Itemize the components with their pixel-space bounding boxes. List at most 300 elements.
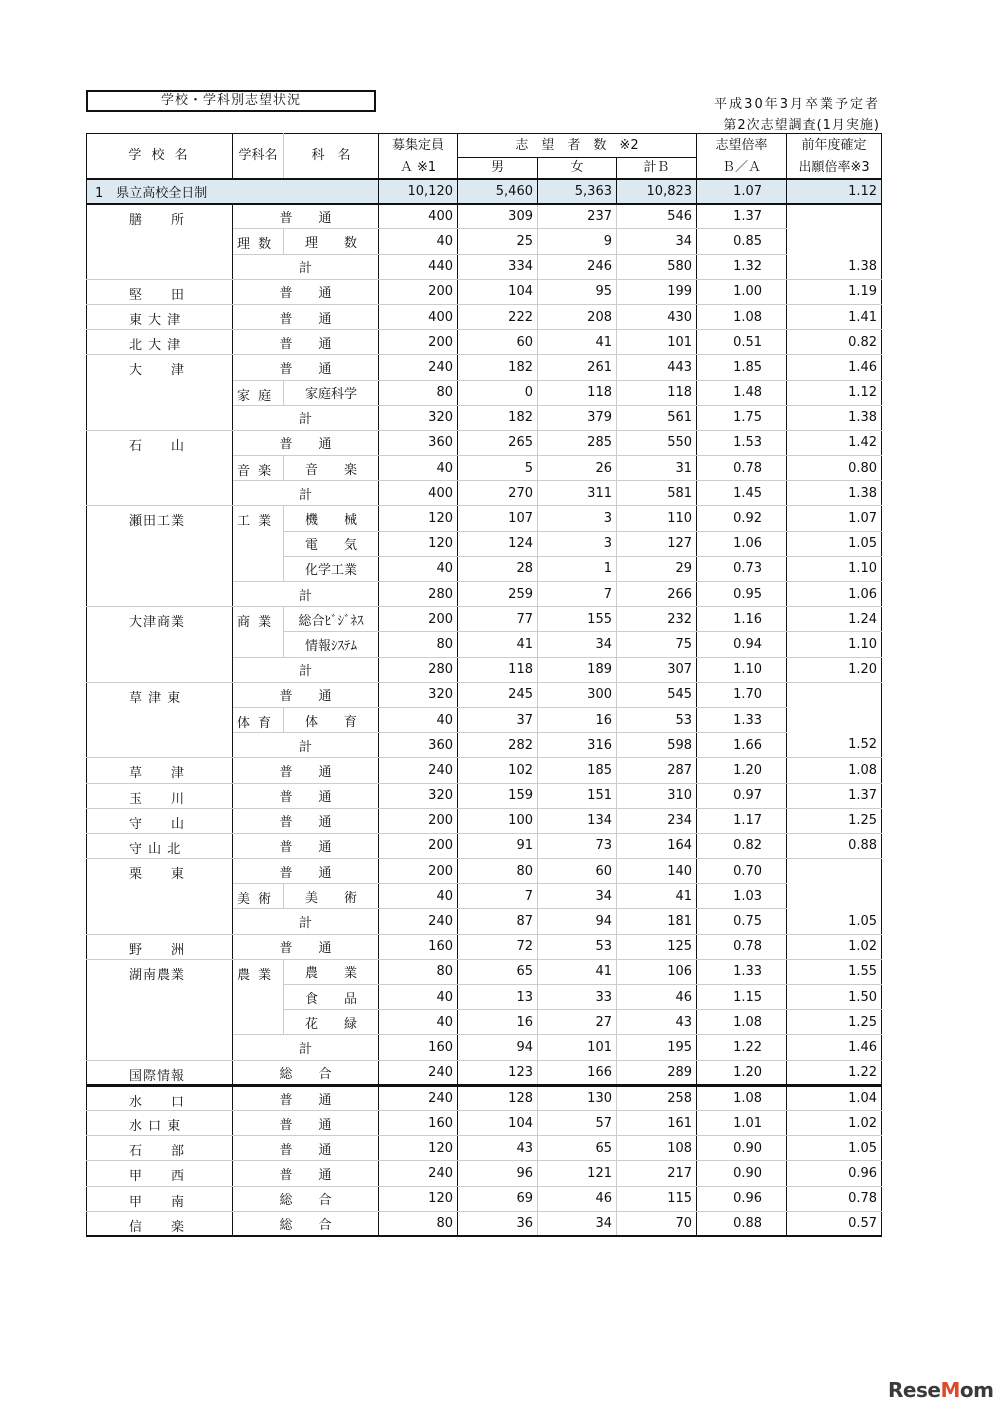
school-name: 大 津 <box>87 355 233 431</box>
cell-ratio: 1.20 <box>697 1060 787 1085</box>
subject-name: 音 楽 <box>284 456 379 481</box>
subject-name: 理 数 <box>284 229 379 254</box>
cell-prev: 1.10 <box>787 632 882 657</box>
cell-male: 36 <box>458 1211 538 1236</box>
table-row <box>87 783 882 808</box>
table-row <box>87 607 882 632</box>
cell-ratio: 1.15 <box>697 985 787 1010</box>
cell-female: 311 <box>538 481 617 506</box>
cell-male: 118 <box>458 657 538 682</box>
cell-ratio: 1.37 <box>697 204 787 229</box>
cell-total: 10,823 <box>617 179 697 204</box>
cell-total: 41 <box>617 884 697 909</box>
cell-female: 130 <box>538 1085 617 1110</box>
cell-ratio: 1.53 <box>697 430 787 455</box>
cell-prev <box>787 707 882 732</box>
table-row <box>87 304 882 329</box>
cell-ratio: 0.78 <box>697 456 787 481</box>
cell-total: 199 <box>617 279 697 304</box>
cell-capacity: 200 <box>379 279 458 304</box>
table-row <box>87 758 882 783</box>
cell-female: 3 <box>538 531 617 556</box>
school-name: 草 津 東 <box>87 682 233 758</box>
cell-male: 91 <box>458 833 538 858</box>
cell-female: 7 <box>538 582 617 607</box>
cell-prev: 1.38 <box>787 405 882 430</box>
cell-prev: 1.05 <box>787 1136 882 1161</box>
cell-prev: 1.46 <box>787 355 882 380</box>
cell-total: 101 <box>617 330 697 355</box>
cell-capacity: 160 <box>379 1035 458 1060</box>
subject-name: 普 通 <box>233 758 379 783</box>
dept-name: 体 育 <box>233 707 284 732</box>
cell-capacity: 240 <box>379 1060 458 1085</box>
cell-total: 34 <box>617 229 697 254</box>
cell-female: 101 <box>538 1035 617 1060</box>
school-name: 湖南農業 <box>87 959 233 1060</box>
cell-capacity: 240 <box>379 1085 458 1110</box>
header-total: 計Ｂ <box>617 158 697 179</box>
cell-total: 127 <box>617 531 697 556</box>
cell-ratio: 0.97 <box>697 783 787 808</box>
school-name: 大津商業 <box>87 607 233 683</box>
header-capacity-sub: Ａ ※1 <box>379 158 458 179</box>
cell-female: 316 <box>538 733 617 758</box>
cell-total: 108 <box>617 1136 697 1161</box>
cell-prev: 1.05 <box>787 909 882 934</box>
cell-ratio: 1.20 <box>697 758 787 783</box>
cell-ratio: 1.22 <box>697 1035 787 1060</box>
subtotal-label: 計 <box>233 733 379 758</box>
cell-total: 125 <box>617 934 697 959</box>
cell-prev: 1.10 <box>787 556 882 581</box>
cell-total: 232 <box>617 607 697 632</box>
cell-female: 65 <box>538 1136 617 1161</box>
subject-name: 普 通 <box>233 204 379 229</box>
cell-male: 87 <box>458 909 538 934</box>
cell-prev: 1.05 <box>787 531 882 556</box>
table-row <box>87 330 882 355</box>
cell-female: 379 <box>538 405 617 430</box>
cell-male: 77 <box>458 607 538 632</box>
cell-capacity: 120 <box>379 531 458 556</box>
cell-prev: 1.37 <box>787 783 882 808</box>
cell-total: 70 <box>617 1211 697 1236</box>
cell-ratio: 1.16 <box>697 607 787 632</box>
cell-female: 26 <box>538 456 617 481</box>
subtotal-label: 計 <box>233 1035 379 1060</box>
header-prev: 前年度確定 <box>787 134 882 158</box>
cell-total: 29 <box>617 556 697 581</box>
cell-female: 41 <box>538 959 617 984</box>
cell-capacity: 200 <box>379 808 458 833</box>
cell-female: 3 <box>538 506 617 531</box>
cell-male: 80 <box>458 859 538 884</box>
subject-name: 農 業 <box>284 959 379 984</box>
school-name: 石 山 <box>87 430 233 506</box>
cell-prev: 1.07 <box>787 506 882 531</box>
cell-total: 287 <box>617 758 697 783</box>
cell-ratio: 1.00 <box>697 279 787 304</box>
header-male: 男 <box>458 158 538 179</box>
cell-female: 5,363 <box>538 179 617 204</box>
cell-female: 27 <box>538 1010 617 1035</box>
cell-capacity: 200 <box>379 833 458 858</box>
cell-prev <box>787 859 882 884</box>
cell-female: 9 <box>538 229 617 254</box>
dept-name: 商 業 <box>233 607 284 657</box>
school-name: 堅 田 <box>87 279 233 304</box>
cell-prev: 0.88 <box>787 833 882 858</box>
cell-male: 16 <box>458 1010 538 1035</box>
subject-name: 普 通 <box>233 859 379 884</box>
dept-name: 農 業 <box>233 959 284 1035</box>
cell-ratio: 1.66 <box>697 733 787 758</box>
cell-prev: 0.57 <box>787 1211 882 1236</box>
cell-prev: 1.25 <box>787 808 882 833</box>
cell-capacity: 200 <box>379 330 458 355</box>
dept-name: 美 術 <box>233 884 284 909</box>
table-row <box>87 682 882 707</box>
subject-name: 普 通 <box>233 330 379 355</box>
cell-female: 33 <box>538 985 617 1010</box>
subject-name: 体 育 <box>284 707 379 732</box>
cell-capacity: 400 <box>379 204 458 229</box>
school-name: 国際情報 <box>87 1060 233 1085</box>
school-name: 野 洲 <box>87 934 233 959</box>
header-school: 学 校 名 <box>87 134 233 179</box>
subject-name: 総 合 <box>233 1186 379 1211</box>
school-name: 瀬田工業 <box>87 506 233 607</box>
summary-label: 1 県立高校全日制 <box>87 179 379 204</box>
cell-prev: 1.12 <box>787 179 882 204</box>
cell-capacity: 320 <box>379 405 458 430</box>
cell-prev: 1.41 <box>787 304 882 329</box>
cell-male: 107 <box>458 506 538 531</box>
cell-male: 128 <box>458 1085 538 1110</box>
cell-ratio: 1.70 <box>697 682 787 707</box>
cell-ratio: 1.17 <box>697 808 787 833</box>
subject-name: 普 通 <box>233 304 379 329</box>
cell-prev: 1.04 <box>787 1085 882 1110</box>
subject-name: 普 通 <box>233 1161 379 1186</box>
cell-female: 57 <box>538 1110 617 1135</box>
cell-ratio: 0.92 <box>697 506 787 531</box>
cell-total: 118 <box>617 380 697 405</box>
cell-female: 41 <box>538 330 617 355</box>
cell-capacity: 120 <box>379 506 458 531</box>
table-row <box>87 808 882 833</box>
cell-male: 13 <box>458 985 538 1010</box>
table-row <box>87 1136 882 1161</box>
subject-name: 普 通 <box>233 833 379 858</box>
cell-male: 43 <box>458 1136 538 1161</box>
dept-name: 音 楽 <box>233 456 284 481</box>
cell-capacity: 200 <box>379 607 458 632</box>
cell-male: 159 <box>458 783 538 808</box>
subject-name: 普 通 <box>233 1085 379 1110</box>
cell-total: 258 <box>617 1085 697 1110</box>
document-title: 学校・学科別志望状況 <box>86 90 376 112</box>
cell-capacity: 240 <box>379 355 458 380</box>
subtotal-label: 計 <box>233 405 379 430</box>
cell-prev: 1.42 <box>787 430 882 455</box>
subtotal-label: 計 <box>233 582 379 607</box>
cell-male: 222 <box>458 304 538 329</box>
cell-ratio: 1.07 <box>697 179 787 204</box>
cell-total: 545 <box>617 682 697 707</box>
cell-female: 185 <box>538 758 617 783</box>
cell-capacity: 360 <box>379 430 458 455</box>
cell-capacity: 320 <box>379 682 458 707</box>
school-name: 守 山 <box>87 808 233 833</box>
cell-total: 598 <box>617 733 697 758</box>
subject-name: 普 通 <box>233 1110 379 1135</box>
cell-male: 334 <box>458 254 538 279</box>
cell-capacity: 440 <box>379 254 458 279</box>
cell-ratio: 0.90 <box>697 1161 787 1186</box>
cell-total: 43 <box>617 1010 697 1035</box>
table-row <box>87 1060 882 1085</box>
cell-total: 266 <box>617 582 697 607</box>
cell-male: 72 <box>458 934 538 959</box>
cell-female: 118 <box>538 380 617 405</box>
subtotal-label: 計 <box>233 254 379 279</box>
cell-prev: 1.46 <box>787 1035 882 1060</box>
cell-total: 164 <box>617 833 697 858</box>
school-name: 水 口 <box>87 1085 233 1110</box>
cell-male: 5 <box>458 456 538 481</box>
cell-female: 189 <box>538 657 617 682</box>
cell-ratio: 1.45 <box>697 481 787 506</box>
cell-capacity: 200 <box>379 859 458 884</box>
cell-female: 1 <box>538 556 617 581</box>
cell-ratio: 1.03 <box>697 884 787 909</box>
cell-ratio: 1.33 <box>697 959 787 984</box>
subject-name: 総 合 <box>233 1060 379 1085</box>
cell-capacity: 80 <box>379 959 458 984</box>
cell-capacity: 280 <box>379 657 458 682</box>
cell-male: 28 <box>458 556 538 581</box>
cell-prev <box>787 204 882 229</box>
dept-name: 工 業 <box>233 506 284 582</box>
cell-total: 310 <box>617 783 697 808</box>
subject-name: 電 気 <box>284 531 379 556</box>
cell-female: 261 <box>538 355 617 380</box>
cell-female: 300 <box>538 682 617 707</box>
cell-total: 110 <box>617 506 697 531</box>
target-graduates: 平成30年3月卒業予定者 <box>714 97 880 112</box>
subtotal-label: 計 <box>233 481 379 506</box>
cell-female: 285 <box>538 430 617 455</box>
school-name: 甲 西 <box>87 1161 233 1186</box>
table-row <box>87 1161 882 1186</box>
cell-total: 307 <box>617 657 697 682</box>
cell-capacity: 240 <box>379 758 458 783</box>
cell-male: 309 <box>458 204 538 229</box>
cell-female: 34 <box>538 884 617 909</box>
cell-male: 0 <box>458 380 538 405</box>
cell-ratio: 1.06 <box>697 531 787 556</box>
school-name: 水 口 東 <box>87 1110 233 1135</box>
cell-prev: 1.52 <box>787 733 882 758</box>
table-row <box>87 934 882 959</box>
cell-male: 69 <box>458 1186 538 1211</box>
cell-prev: 1.22 <box>787 1060 882 1085</box>
cell-capacity: 40 <box>379 884 458 909</box>
subject-name: 機 械 <box>284 506 379 531</box>
dept-name: 家 庭 <box>233 380 284 405</box>
cell-total: 53 <box>617 707 697 732</box>
subtotal-label: 計 <box>233 657 379 682</box>
cell-capacity: 80 <box>379 380 458 405</box>
cell-prev <box>787 884 882 909</box>
table-row <box>87 355 882 380</box>
cell-female: 151 <box>538 783 617 808</box>
cell-male: 5,460 <box>458 179 538 204</box>
cell-capacity: 40 <box>379 707 458 732</box>
cell-total: 31 <box>617 456 697 481</box>
header-ratio-sub: Ｂ／Ａ <box>697 158 787 179</box>
table-row <box>87 430 882 455</box>
cell-prev: 1.24 <box>787 607 882 632</box>
cell-total: 106 <box>617 959 697 984</box>
cell-male: 37 <box>458 707 538 732</box>
cell-total: 195 <box>617 1035 697 1060</box>
table-row <box>87 833 882 858</box>
cell-capacity: 360 <box>379 733 458 758</box>
cell-ratio: 1.01 <box>697 1110 787 1135</box>
cell-prev: 1.06 <box>787 582 882 607</box>
cell-total: 289 <box>617 1060 697 1085</box>
header-subject: 科 名 <box>284 134 379 179</box>
header-dept: 学科名 <box>233 134 284 179</box>
cell-female: 166 <box>538 1060 617 1085</box>
cell-male: 25 <box>458 229 538 254</box>
cell-total: 546 <box>617 204 697 229</box>
subject-name: 食 品 <box>284 985 379 1010</box>
cell-total: 75 <box>617 632 697 657</box>
cell-male: 182 <box>458 405 538 430</box>
cell-female: 121 <box>538 1161 617 1186</box>
cell-male: 100 <box>458 808 538 833</box>
subject-name: 美 術 <box>284 884 379 909</box>
cell-prev: 0.82 <box>787 330 882 355</box>
cell-ratio: 0.94 <box>697 632 787 657</box>
school-name: 膳 所 <box>87 204 233 280</box>
cell-ratio: 1.85 <box>697 355 787 380</box>
cell-ratio: 1.75 <box>697 405 787 430</box>
cell-total: 430 <box>617 304 697 329</box>
school-name: 甲 南 <box>87 1186 233 1211</box>
cell-ratio: 1.32 <box>697 254 787 279</box>
table-row <box>87 1110 882 1135</box>
cell-female: 155 <box>538 607 617 632</box>
cell-female: 16 <box>538 707 617 732</box>
table-row <box>87 1211 882 1236</box>
cell-female: 208 <box>538 304 617 329</box>
cell-capacity: 40 <box>379 556 458 581</box>
cell-total: 140 <box>617 859 697 884</box>
cell-capacity: 240 <box>379 909 458 934</box>
cell-total: 46 <box>617 985 697 1010</box>
cell-total: 115 <box>617 1186 697 1211</box>
cell-ratio: 0.88 <box>697 1211 787 1236</box>
cell-capacity: 160 <box>379 1110 458 1135</box>
cell-prev: 1.19 <box>787 279 882 304</box>
cell-female: 134 <box>538 808 617 833</box>
cell-total: 581 <box>617 481 697 506</box>
cell-female: 34 <box>538 1211 617 1236</box>
resemom-logo: ReseMom <box>888 1378 994 1402</box>
cell-prev: 0.96 <box>787 1161 882 1186</box>
cell-prev: 0.80 <box>787 456 882 481</box>
subject-name: 総 合 <box>233 1211 379 1236</box>
subject-name: 普 通 <box>233 355 379 380</box>
header-ratio: 志望倍率 <box>697 134 787 158</box>
header-prev-sub: 出願倍率※3 <box>787 158 882 179</box>
cell-capacity: 40 <box>379 1010 458 1035</box>
cell-ratio: 0.75 <box>697 909 787 934</box>
cell-total: 161 <box>617 1110 697 1135</box>
table-row <box>87 506 882 531</box>
subject-name: 普 通 <box>233 430 379 455</box>
cell-total: 443 <box>617 355 697 380</box>
dept-name: 理 数 <box>233 229 284 254</box>
cell-male: 270 <box>458 481 538 506</box>
cell-female: 53 <box>538 934 617 959</box>
cell-prev: 1.20 <box>787 657 882 682</box>
cell-prev <box>787 682 882 707</box>
cell-prev: 1.02 <box>787 934 882 959</box>
cell-capacity: 400 <box>379 304 458 329</box>
school-name: 北 大 津 <box>87 330 233 355</box>
school-name: 東 大 津 <box>87 304 233 329</box>
table-row <box>87 959 882 984</box>
cell-male: 102 <box>458 758 538 783</box>
header-female: 女 <box>538 158 617 179</box>
subject-name: 情報ｼｽﾃﾑ <box>284 632 379 657</box>
table-row <box>87 204 882 229</box>
cell-female: 73 <box>538 833 617 858</box>
cell-total: 234 <box>617 808 697 833</box>
subtotal-label: 計 <box>233 909 379 934</box>
cell-ratio: 0.95 <box>697 582 787 607</box>
cell-capacity: 320 <box>379 783 458 808</box>
cell-ratio: 0.90 <box>697 1136 787 1161</box>
school-name: 守 山 北 <box>87 833 233 858</box>
cell-ratio: 1.48 <box>697 380 787 405</box>
cell-total: 550 <box>617 430 697 455</box>
subject-name: 普 通 <box>233 808 379 833</box>
cell-capacity: 40 <box>379 456 458 481</box>
cell-male: 265 <box>458 430 538 455</box>
cell-prev: 1.55 <box>787 959 882 984</box>
subject-name: 総合ﾋﾞｼﾞﾈｽ <box>284 607 379 632</box>
cell-ratio: 0.78 <box>697 934 787 959</box>
cell-ratio: 0.70 <box>697 859 787 884</box>
cell-capacity: 80 <box>379 632 458 657</box>
cell-ratio: 1.33 <box>697 707 787 732</box>
cell-male: 65 <box>458 959 538 984</box>
subject-name: 化学工業 <box>284 556 379 581</box>
cell-male: 124 <box>458 531 538 556</box>
cell-prev <box>787 229 882 254</box>
cell-male: 104 <box>458 1110 538 1135</box>
applicant-table <box>86 133 882 1237</box>
school-name: 栗 東 <box>87 859 233 935</box>
cell-prev: 1.38 <box>787 481 882 506</box>
